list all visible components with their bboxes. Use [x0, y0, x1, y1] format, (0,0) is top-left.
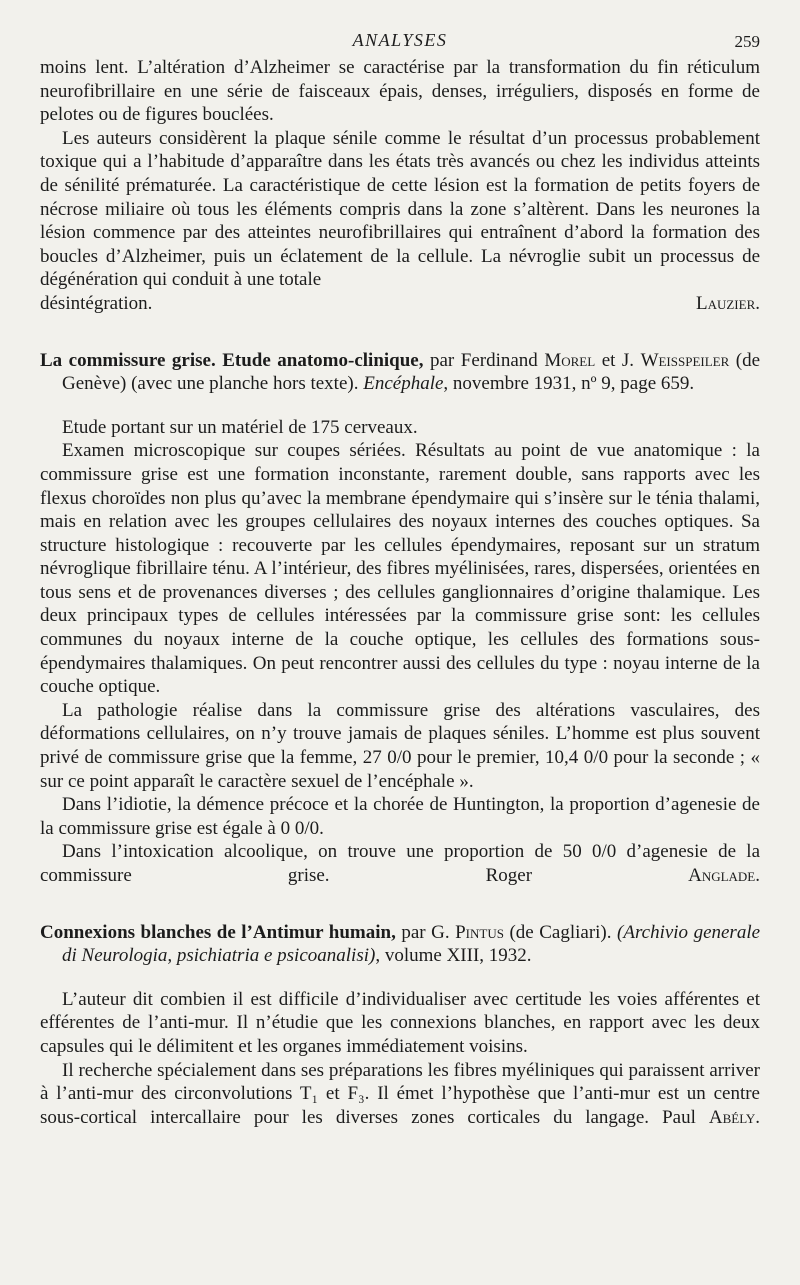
- article-heading: [40, 921, 760, 968]
- signature-first: Roger: [485, 865, 533, 886]
- running-title: ANALYSES: [352, 30, 448, 50]
- article-heading: [40, 349, 760, 396]
- closing-text: Dans l’intoxication alcoolique, on trouve une proportion de 50 0/0 d’agenesie de la commissure grise.: [40, 841, 760, 886]
- paragraph: Les auteurs considèrent la plaque sénile comme le résultat d’un processus probablement toxique qui a l’habitude d’apparaître dans les états très avancés ou chez les individus atteints de sénilité prématurée. La caractéristique de cette lésion est la formation de petits foyers de nécrose miliaire où tous les éléments compris dans la zone s’altèrent. Dans les neurones la lésion commence par des atteintes neurofibrillaires qui entraînent d’abord la formation des boucles d’Alzheimer, puis un éclatement de la cellule. La névroglie subit un processus de dégénération qui conduit à une totale: [40, 127, 760, 291]
- closing-line: [40, 840, 760, 887]
- author-signature: Lauzier.: [695, 292, 760, 314]
- paragraph: L’auteur dit combien il est difficile d’individualiser avec certitude les voies afférentes et efférentes de l’anti-mur. Il n’étudie que les connexions blanches, en rapport avec les deux capsules qui le délimitent et les organes immédiatement voisins.: [40, 988, 760, 1057]
- signature-first: Paul: [662, 1106, 696, 1128]
- signature-last: Abély.: [708, 1106, 761, 1128]
- author-name: Morel: [544, 349, 596, 371]
- paragraph: Examen microscopique sur coupes sériées. Résultats au point de vue anatomique : la commissure grise est une formation inconstante, rarement double, sans rapports avec les flexus choroïdes non plus qu’avec la membrane épendymaire qui s’insère sur le ténia thalami, mais en relation avec les groupes cellulaires des noyaux internes des couches optiques. Sa structure histologique : recouverte par les cellules épendymaires, reposant sur un stratum névroglique fibrillaire ténu. A l’intérieur, des fibres myélinisées, rares, dispersées, orientées en tous sens et de provenances diverses ; des cellules ganglionnaires d’origine thalamique. Les deux principaux types de cellules intéressées par la commissure grise sont: les cellules communes du noyaux interne de la couche optique, les cellules des formations sous-épendymaires thalamiques. On peut rencontrer aussi des cellules du type : noyau interne de la couche optique.: [40, 440, 760, 698]
- article-antimur: [40, 921, 760, 1130]
- page-number: 259: [734, 32, 760, 51]
- heading-text: par Ferdinand: [430, 349, 538, 371]
- article-title: La commissure grise. Etude anatomo-clinique,: [40, 349, 424, 371]
- closing-text: Il recherche spécialement dans ses préparations les fibres myéliniques qui paraissent arriver à l’anti-mur des circonvolutions T₁ et F₃. Il émet l’hypothèse que l’anti-mur est un centre sous-cortical intercallaire pour les diverses zones corticales du langage.: [40, 1059, 760, 1128]
- heading-text: par G.: [401, 921, 450, 943]
- closing-paragraph: [40, 1059, 760, 1130]
- journal-name: Encéphale: [363, 373, 444, 395]
- paragraph: La pathologie réalise dans la commissure grise des altérations vasculaires, des déformations cellulaires, on n’y trouve jamais de plaques séniles. L’homme est plus souvent privé de commissure grise que la femme, 27 0/0 pour le premier, 10,4 0/0 pour la seconde ; « sur ce point apparaît le caractère sexuel de l’encéphale ».: [40, 699, 760, 792]
- author-signature: [662, 1107, 760, 1128]
- journal-name: (Archivio generale di Neurologia, psichiatria e psicoanalisi): [62, 921, 761, 967]
- closing-line: [40, 292, 760, 316]
- paragraph: Etude portant sur un matériel de 175 cerveaux.: [62, 416, 418, 438]
- paragraph: Dans l’idiotie, la démence précoce et la chorée de Huntington, la proportion d’agenesie de la commissure grise est égale à 0 0/0.: [40, 794, 760, 839]
- author-name: Pintus: [455, 921, 504, 943]
- heading-text: (de Cagliari).: [509, 921, 612, 943]
- heading-text: et J.: [601, 349, 635, 371]
- author-signature: [486, 865, 760, 886]
- running-head: [40, 30, 760, 56]
- citation: , volume XIII, 1932.: [375, 945, 532, 967]
- heading-text: (de Genève) (avec une planche hors texte).: [62, 349, 761, 395]
- citation: , novembre 1931, nº 9, page 659.: [443, 373, 695, 395]
- article-alzheimer-continuation: [40, 56, 760, 316]
- closing-text: désintégration.: [40, 292, 153, 314]
- article-commissure-grise: [40, 349, 760, 888]
- author-name: Weisspeiler: [640, 349, 730, 371]
- article-title: Connexions blanches de l’Antimur humain,: [40, 921, 396, 943]
- paragraph: moins lent. L’altération d’Alzheimer se caractérise par la transformation du fin réticulum neurofibrillaire en une série de faisceaux épais, denses, irréguliers, disposés en forme de pelotes ou de figures bouclées.: [40, 57, 760, 126]
- signature-last: Anglade.: [688, 865, 760, 886]
